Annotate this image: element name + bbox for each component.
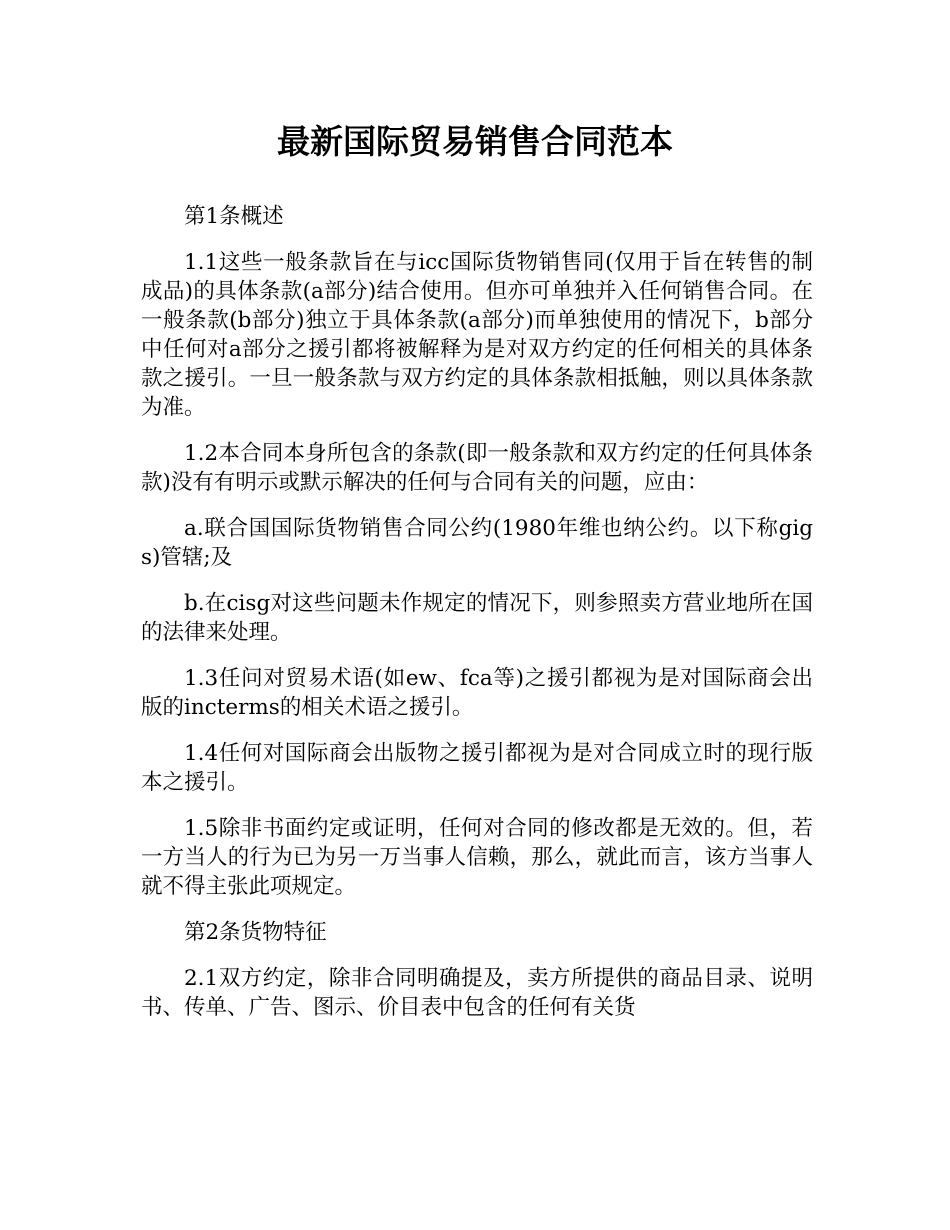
clause-paragraph: 1.1这些一般条款旨在与icc国际货物销售同(仅用于旨在转售的制成品)的具体条款(a部分)结合使用。但亦可单独并入任何销售合同。在一般条款(b部分)独立于具体条款(a部分)而单独使用的情况下，b部分中任何对a部分之援引都将被解释为是对双方约定的任何相关的具体条款之援引。一旦一般条款与双方约定的具体条款相抵触，则以具体条款为准。 — [141, 250, 813, 420]
clause-paragraph: 2.1双方约定，除非合同明确提及，卖方所提供的商品目录、说明书、传单、广告、图示、价目表中包含的任何有关货 — [141, 966, 813, 1020]
clause-paragraph: b.在cisg对这些问题未作规定的情况下，则参照卖方营业地所在国的法律来处理。 — [141, 591, 813, 645]
section-heading: 第2条货物特征 — [184, 920, 327, 945]
document-body — [141, 202, 813, 1039]
clause-paragraph: 1.2本合同本身所包含的条款(即一般条款和双方约定的任何具体条款)没有有明示或默示解决的任何与合同有关的问题，应由： — [141, 441, 813, 495]
document-title: 最新国际贸易销售合同范本 — [277, 122, 673, 161]
clause-paragraph: a.联合国国际货物销售合同公约(1980年维也纳公约。以下称gigs)管辖;及 — [141, 516, 813, 570]
clause-paragraph: 1.4任何对国际商会出版物之援引都视为是对合同成立时的现行版本之援引。 — [141, 741, 813, 795]
section-heading: 第1条概述 — [184, 204, 284, 229]
clause-paragraph: 1.3任问对贸易术语(如ew、fca等)之援引都视为是对国际商会出版的incterms的相关术语之援引。 — [141, 666, 813, 720]
clause-paragraph: 1.5除非书面约定或证明，任何对合同的修改都是无效的。但，若一方当人的行为已为另一万当事人信赖，那么，就此而言，该方当事人就不得主张此项规定。 — [141, 816, 813, 899]
